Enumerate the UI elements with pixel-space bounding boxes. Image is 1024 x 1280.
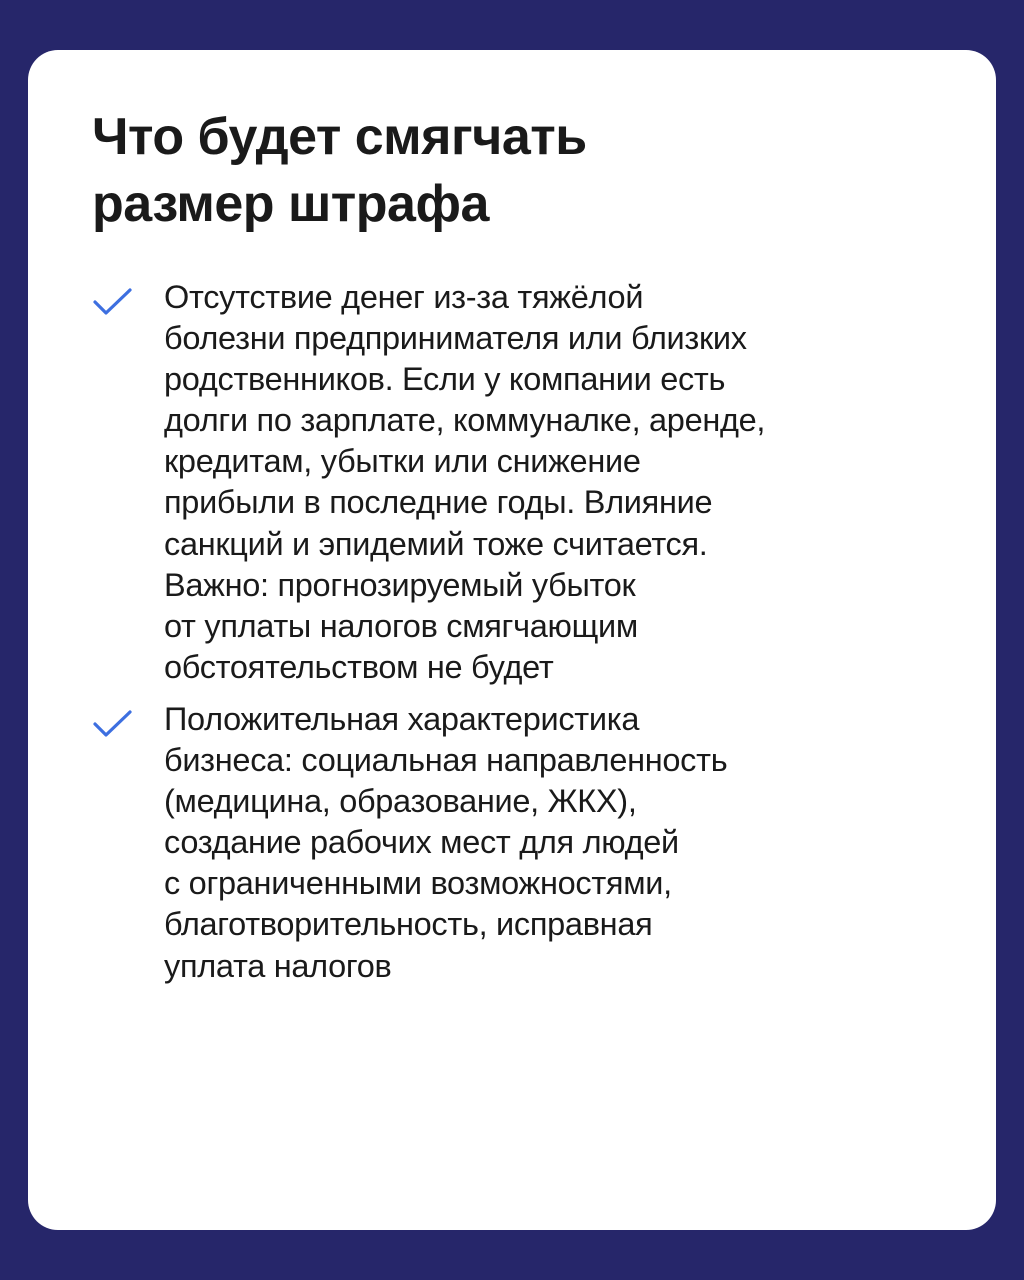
text-line: кредитам, убытки или снижение	[164, 443, 641, 480]
check-icon	[92, 709, 134, 741]
text-line: санкций и эпидемий тоже считается.	[164, 525, 708, 562]
title-line: Что будет смягчать	[92, 108, 587, 166]
list-item-text	[164, 277, 912, 688]
title-line: размер штрафа	[92, 175, 489, 233]
page-title	[92, 104, 587, 238]
text-line: бизнеса: социальная направленность	[164, 742, 728, 779]
list-item	[92, 277, 912, 688]
text-line: благотворительность, исправная	[164, 906, 653, 943]
text-line: уплата налогов	[164, 947, 392, 984]
mitigating-factors-list	[92, 277, 912, 987]
text-line: создание рабочих мест для людей	[164, 824, 679, 861]
text-line: долги по зарплате, коммуналке, аренде,	[164, 402, 766, 439]
text-line: болезни предпринимателя или близких	[164, 320, 747, 357]
list-item	[92, 699, 912, 987]
text-line: родственников. Если у компании есть	[164, 361, 726, 398]
check-icon	[92, 287, 134, 319]
text-line: Положительная характеристика	[164, 700, 640, 737]
list-item-text	[164, 699, 912, 987]
text-line: обстоятельством не будет	[164, 648, 554, 685]
text-line: от уплаты налогов смягчающим	[164, 607, 638, 644]
text-line: с ограниченными возможностями,	[164, 865, 672, 902]
text-line: (медицина, образование, ЖКХ),	[164, 783, 637, 820]
text-line: Отсутствие денег из-за тяжёлой	[164, 279, 644, 315]
text-line: прибыли в последние годы. Влияние	[164, 484, 713, 521]
text-line: Важно: прогнозируемый убыток	[164, 566, 636, 603]
